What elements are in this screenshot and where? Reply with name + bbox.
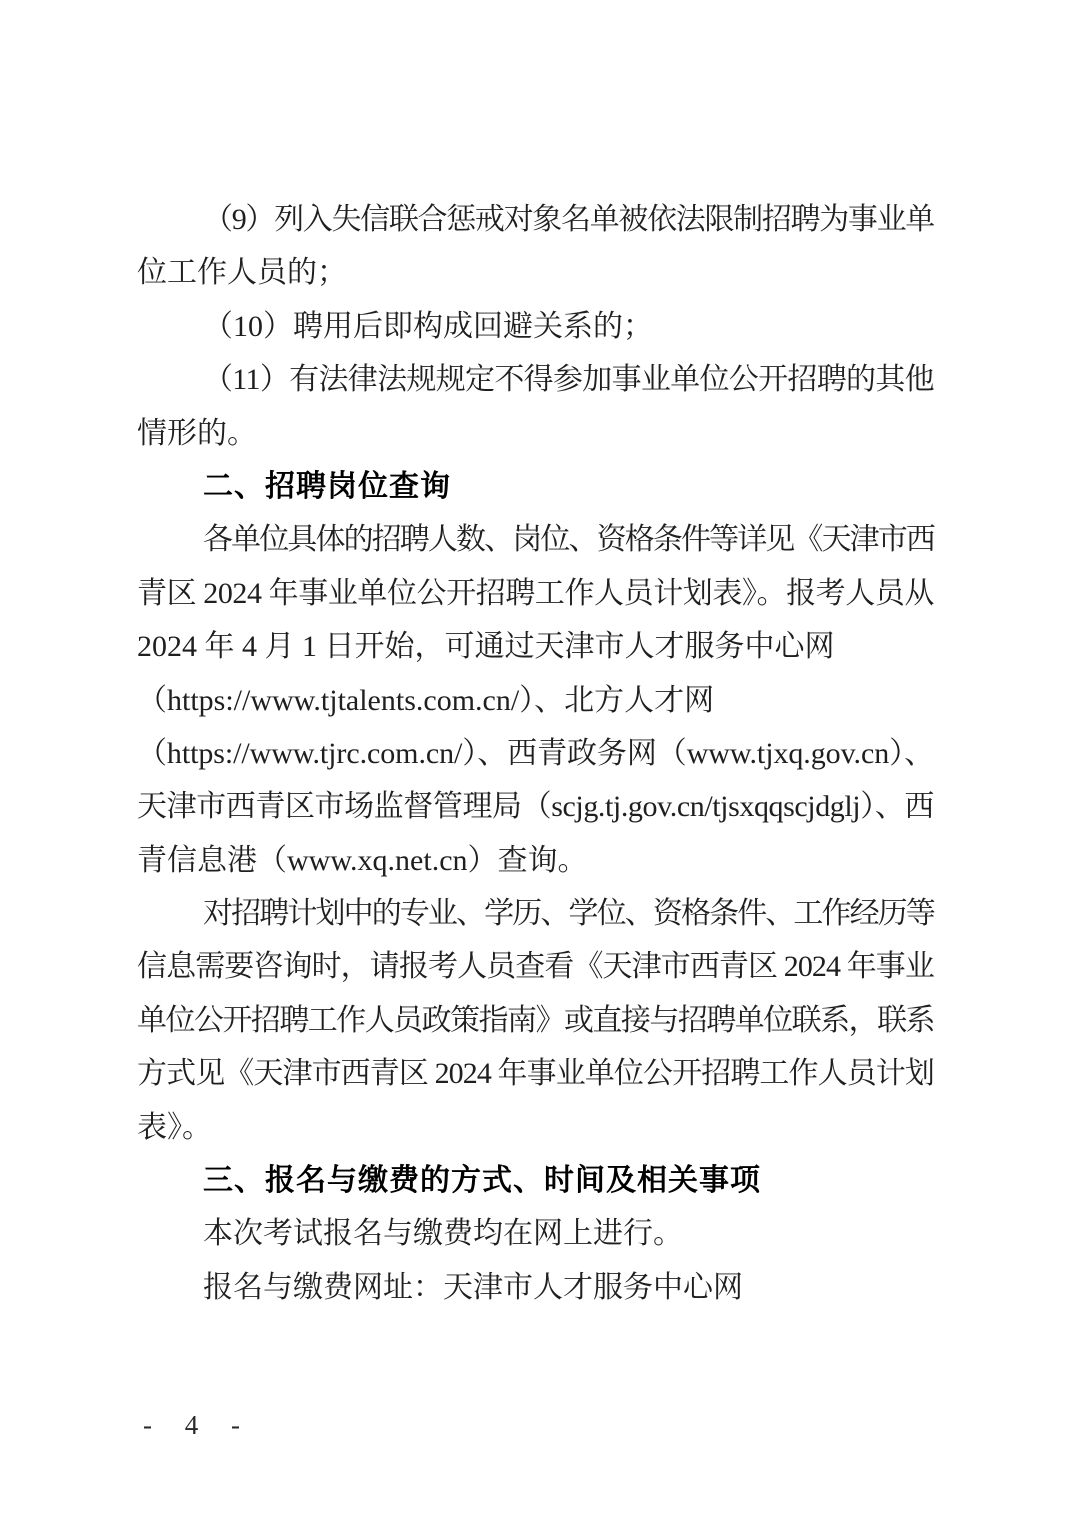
line-text: 表》。 <box>137 1110 212 1144</box>
line-text: （10）聘用后即构成回避关系的； <box>203 309 653 343</box>
paragraph-line <box>137 674 934 727</box>
line-text: 各单位具体的招聘人数、岗位、资格条件等详见《天津市西 <box>203 523 934 557</box>
line-text: 位工作人员的； <box>137 256 347 290</box>
paragraph-line <box>137 1207 934 1260</box>
paragraph-line <box>137 513 934 566</box>
paragraph-line <box>137 246 934 299</box>
line-text: （https://www.tjtalents.com.cn/）、北方人才网 <box>137 683 715 717</box>
document-body <box>137 193 934 1314</box>
paragraph-line <box>137 727 934 780</box>
paragraph-line <box>137 193 934 246</box>
line-text: 信息需要咨询时，请报考人员查看《天津市西青区 2024 年事业 <box>137 950 934 984</box>
line-text: 方式见《天津市西青区 2024 年事业单位公开招聘工作人员计划 <box>137 1057 934 1091</box>
paragraph-line <box>137 1047 934 1100</box>
line-text: 对招聘计划中的专业、学历、学位、资格条件、工作经历等 <box>203 897 934 931</box>
paragraph-line <box>137 300 934 353</box>
paragraph-line <box>137 353 934 406</box>
paragraph-line <box>137 407 934 460</box>
line-text: （https://www.tjrc.com.cn/）、西青政务网（www.tjxq.gov.cn）、 <box>137 736 934 770</box>
line-text: 本次考试报名与缴费均在网上进行。 <box>203 1217 683 1251</box>
paragraph-line <box>137 994 934 1047</box>
paragraph-line <box>137 780 934 833</box>
line-text: （11）有法律法规规定不得参加事业单位公开招聘的其他 <box>203 363 934 397</box>
paragraph-line <box>137 567 934 620</box>
paragraph-line <box>137 940 934 993</box>
section-heading <box>137 1154 934 1207</box>
line-text: 2024 年 4 月 1 日开始，可通过天津市人才服务中心网 <box>137 630 835 664</box>
line-text: 单位公开招聘工作人员政策指南》或直接与招聘单位联系，联系 <box>137 1003 934 1037</box>
paragraph-line <box>137 834 934 887</box>
line-text: 天津市西青区市场监督管理局（scjg.tj.gov.cn/tjsxqqscjdglj）、西 <box>137 790 934 824</box>
line-text: 三、报名与缴费的方式、时间及相关事项 <box>203 1164 761 1198</box>
paragraph-line <box>137 620 934 673</box>
line-text: 青信息港（www.xq.net.cn）查询。 <box>137 843 588 877</box>
line-text: 报名与缴费网址：天津市人才服务中心网 <box>203 1270 743 1304</box>
paragraph-line <box>137 1101 934 1154</box>
line-text: （9）列入失信联合惩戒对象名单被依法限制招聘为事业单 <box>203 203 934 236</box>
line-text: 情形的。 <box>137 416 257 450</box>
page-number: - 4 - <box>143 1410 249 1440</box>
paragraph-line <box>137 887 934 940</box>
section-heading <box>137 460 934 513</box>
line-text: 二、招聘岗位查询 <box>203 469 451 503</box>
paragraph-line <box>137 1261 934 1314</box>
line-text: 青区 2024 年事业单位公开招聘工作人员计划表》。报考人员从 <box>137 576 934 610</box>
